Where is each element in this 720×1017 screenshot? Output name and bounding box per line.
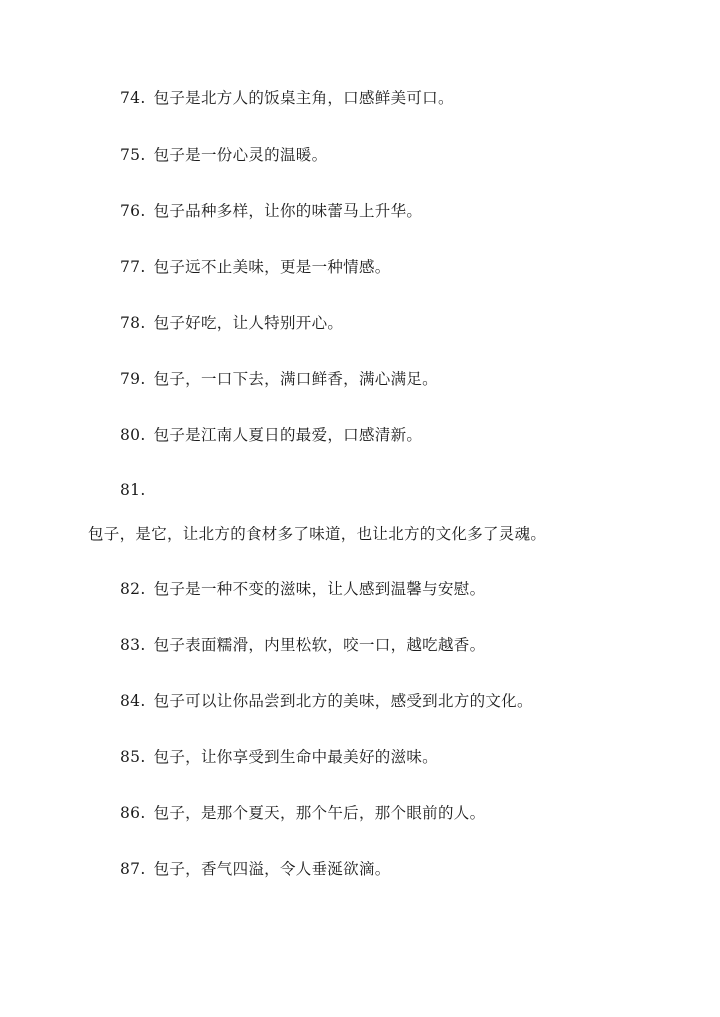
list-item-81 bbox=[120, 480, 154, 500]
item-number: 76. bbox=[120, 202, 146, 220]
list-item-75 bbox=[120, 145, 327, 165]
list-item-83 bbox=[120, 635, 485, 655]
item-number: 79. bbox=[120, 370, 146, 388]
item-number: 85. bbox=[120, 748, 146, 766]
item-text: 包子远不止美味，更是一种情感。 bbox=[153, 258, 391, 276]
item-text: 包子是江南人夏日的最爱，口感清新。 bbox=[153, 426, 423, 444]
list-item-74 bbox=[120, 88, 454, 108]
list-item-77 bbox=[120, 257, 391, 277]
item-number: 75. bbox=[120, 146, 146, 164]
item-number: 82. bbox=[120, 580, 146, 598]
item-text: 包子品种多样，让你的味蕾马上升华。 bbox=[153, 202, 423, 220]
item-text: 包子，一口下去，满口鲜香，满心满足。 bbox=[153, 370, 438, 388]
list-item-84 bbox=[120, 691, 533, 711]
item-text: 包子可以让你品尝到北方的美味，感受到北方的文化。 bbox=[153, 692, 533, 710]
item-text: 包子，让你享受到生命中最美好的滋味。 bbox=[153, 748, 438, 766]
list-item-85 bbox=[120, 747, 438, 767]
item-number: 74. bbox=[120, 89, 146, 107]
item-number: 80. bbox=[120, 426, 146, 444]
item-number: 77. bbox=[120, 258, 146, 276]
list-item-79 bbox=[120, 369, 438, 389]
item-text: 包子，是那个夏天，那个午后，那个眼前的人。 bbox=[153, 804, 486, 822]
list-item-86 bbox=[120, 803, 485, 823]
item-text: 包子是一份心灵的温暖。 bbox=[153, 146, 328, 164]
item-number: 78. bbox=[120, 314, 146, 332]
list-item-82 bbox=[120, 579, 485, 599]
item-text: 包子是一种不变的滋味，让人感到温馨与安慰。 bbox=[153, 580, 486, 598]
list-item-78 bbox=[120, 313, 343, 333]
item-text: 包子，香气四溢，令人垂涎欲滴。 bbox=[153, 860, 391, 878]
list-item-80 bbox=[120, 425, 422, 445]
item-text: 包子表面糯滑，内里松软，咬一口，越吃越香。 bbox=[153, 636, 486, 654]
item-number: 86. bbox=[120, 804, 146, 822]
item-number: 87. bbox=[120, 860, 146, 878]
list-item-81-continuation: 包子，是它，让北方的食材多了味道，也让北方的文化多了灵魂。 bbox=[88, 525, 547, 543]
item-text: 包子是北方人的饭桌主角，口感鲜美可口。 bbox=[153, 89, 454, 107]
item-number: 83. bbox=[120, 636, 146, 654]
list-item-76 bbox=[120, 201, 422, 221]
list-item-87 bbox=[120, 859, 391, 879]
item-number: 81. bbox=[120, 481, 146, 499]
item-text: 包子好吃，让人特别开心。 bbox=[153, 314, 344, 332]
item-number: 84. bbox=[120, 692, 146, 710]
